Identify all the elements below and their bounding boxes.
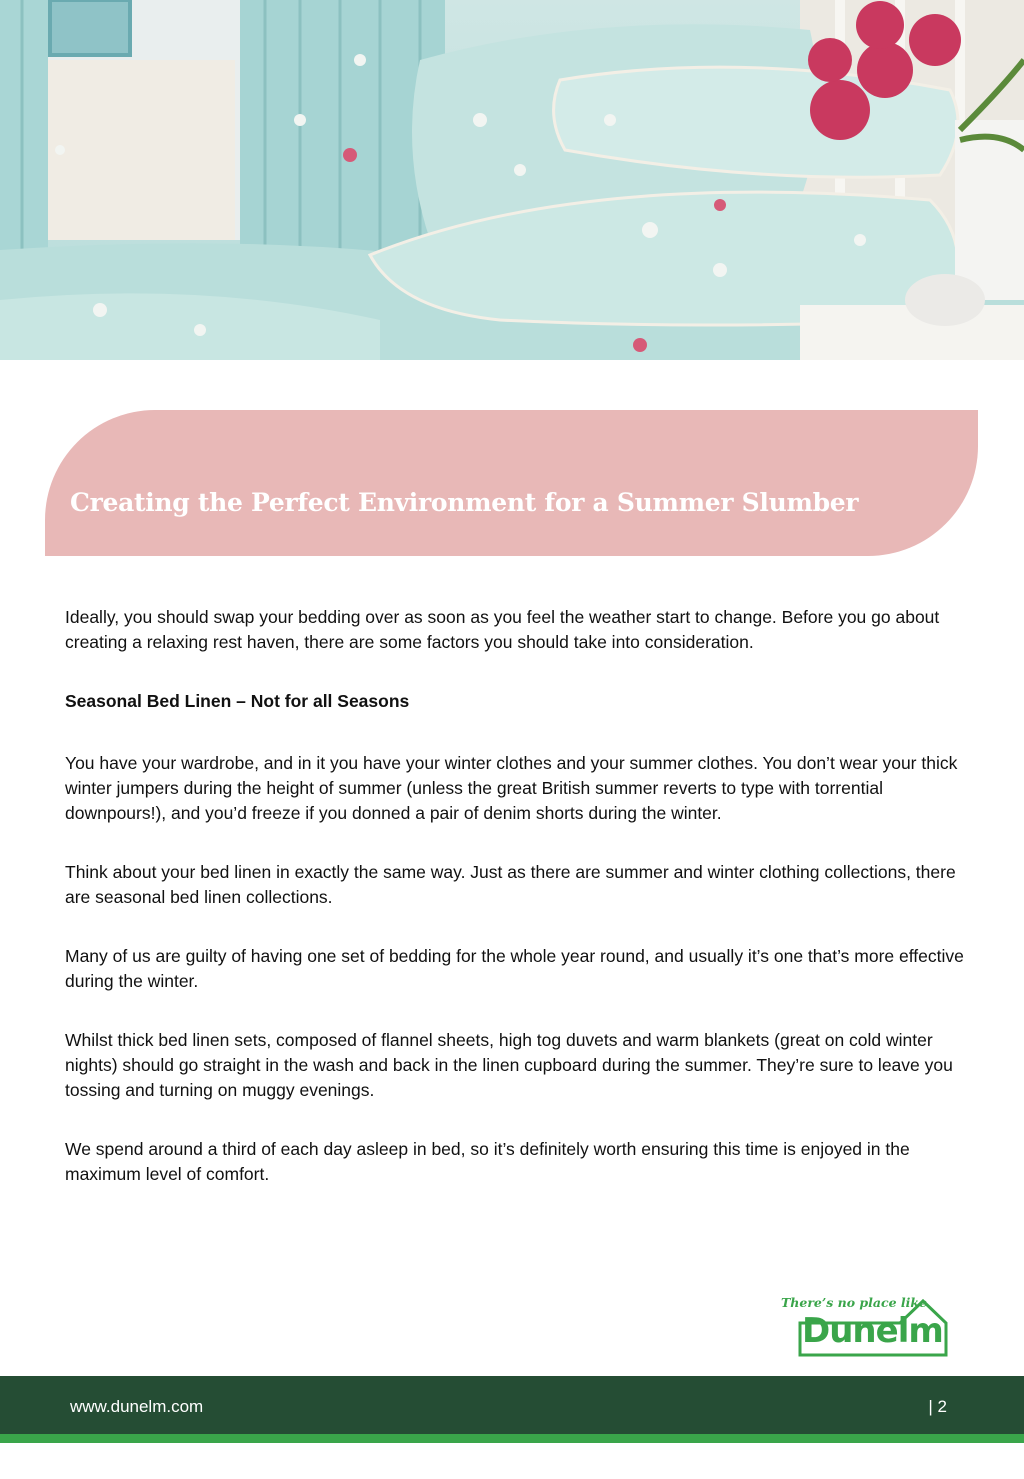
paragraph-wardrobe: You have your wardrobe, and in it you have your winter clothes and your summer clothes. You don’t wear your thick winter jumpers during the height of summer (unless the great British summer reverts to type with torrential downpours!), and you’d freeze if you donned a pair of denim shorts during the winter. [65,753,958,823]
intro-paragraph: Ideally, you should swap your bedding over as soon as you feel the weather start to change. Before you go about creating a relaxing rest haven, there are some factors you should take into consideration. [65,607,940,652]
footer-url[interactable]: www.dunelm.com [70,1397,204,1416]
hero-image [0,0,1024,360]
paragraph-comfort: We spend around a third of each day asleep in bed, so it’s definitely worth ensuring this time is enjoyed in the maximum level of comfort. [65,1139,910,1184]
title-banner [45,410,978,556]
paragraph-one-set: Many of us are guilty of having one set of bedding for the whole year round, and usually it’s one that’s more effective during the winter. [65,946,964,991]
logo-tagline: There’s no place like [781,1295,928,1310]
bedding-photo-icon [0,0,1024,360]
footer-stripe [0,1434,1024,1443]
footer-bar [0,1376,1024,1434]
section-heading: Seasonal Bed Linen – Not for all Seasons [65,691,410,711]
logo-name: Dunelm [802,1311,943,1351]
paragraph-thick-linen: Whilst thick bed linen sets, composed of flannel sheets, high tog duvets and warm blankets (great on cold winter nights) should go straight in the wash and back in the linen cupboard during the summer. They’re sure to leave you tossing and turning on muggy evenings. [65,1030,953,1100]
article-body [65,605,975,1221]
page-number: | 2 [928,1397,947,1416]
page-title: Creating the Perfect Environment for a Summer Slumber [70,488,859,517]
dunelm-logo [778,1295,948,1360]
paragraph-bed-linen: Think about your bed linen in exactly the same way. Just as there are summer and winter clothing collections, there are seasonal bed linen collections. [65,862,956,907]
